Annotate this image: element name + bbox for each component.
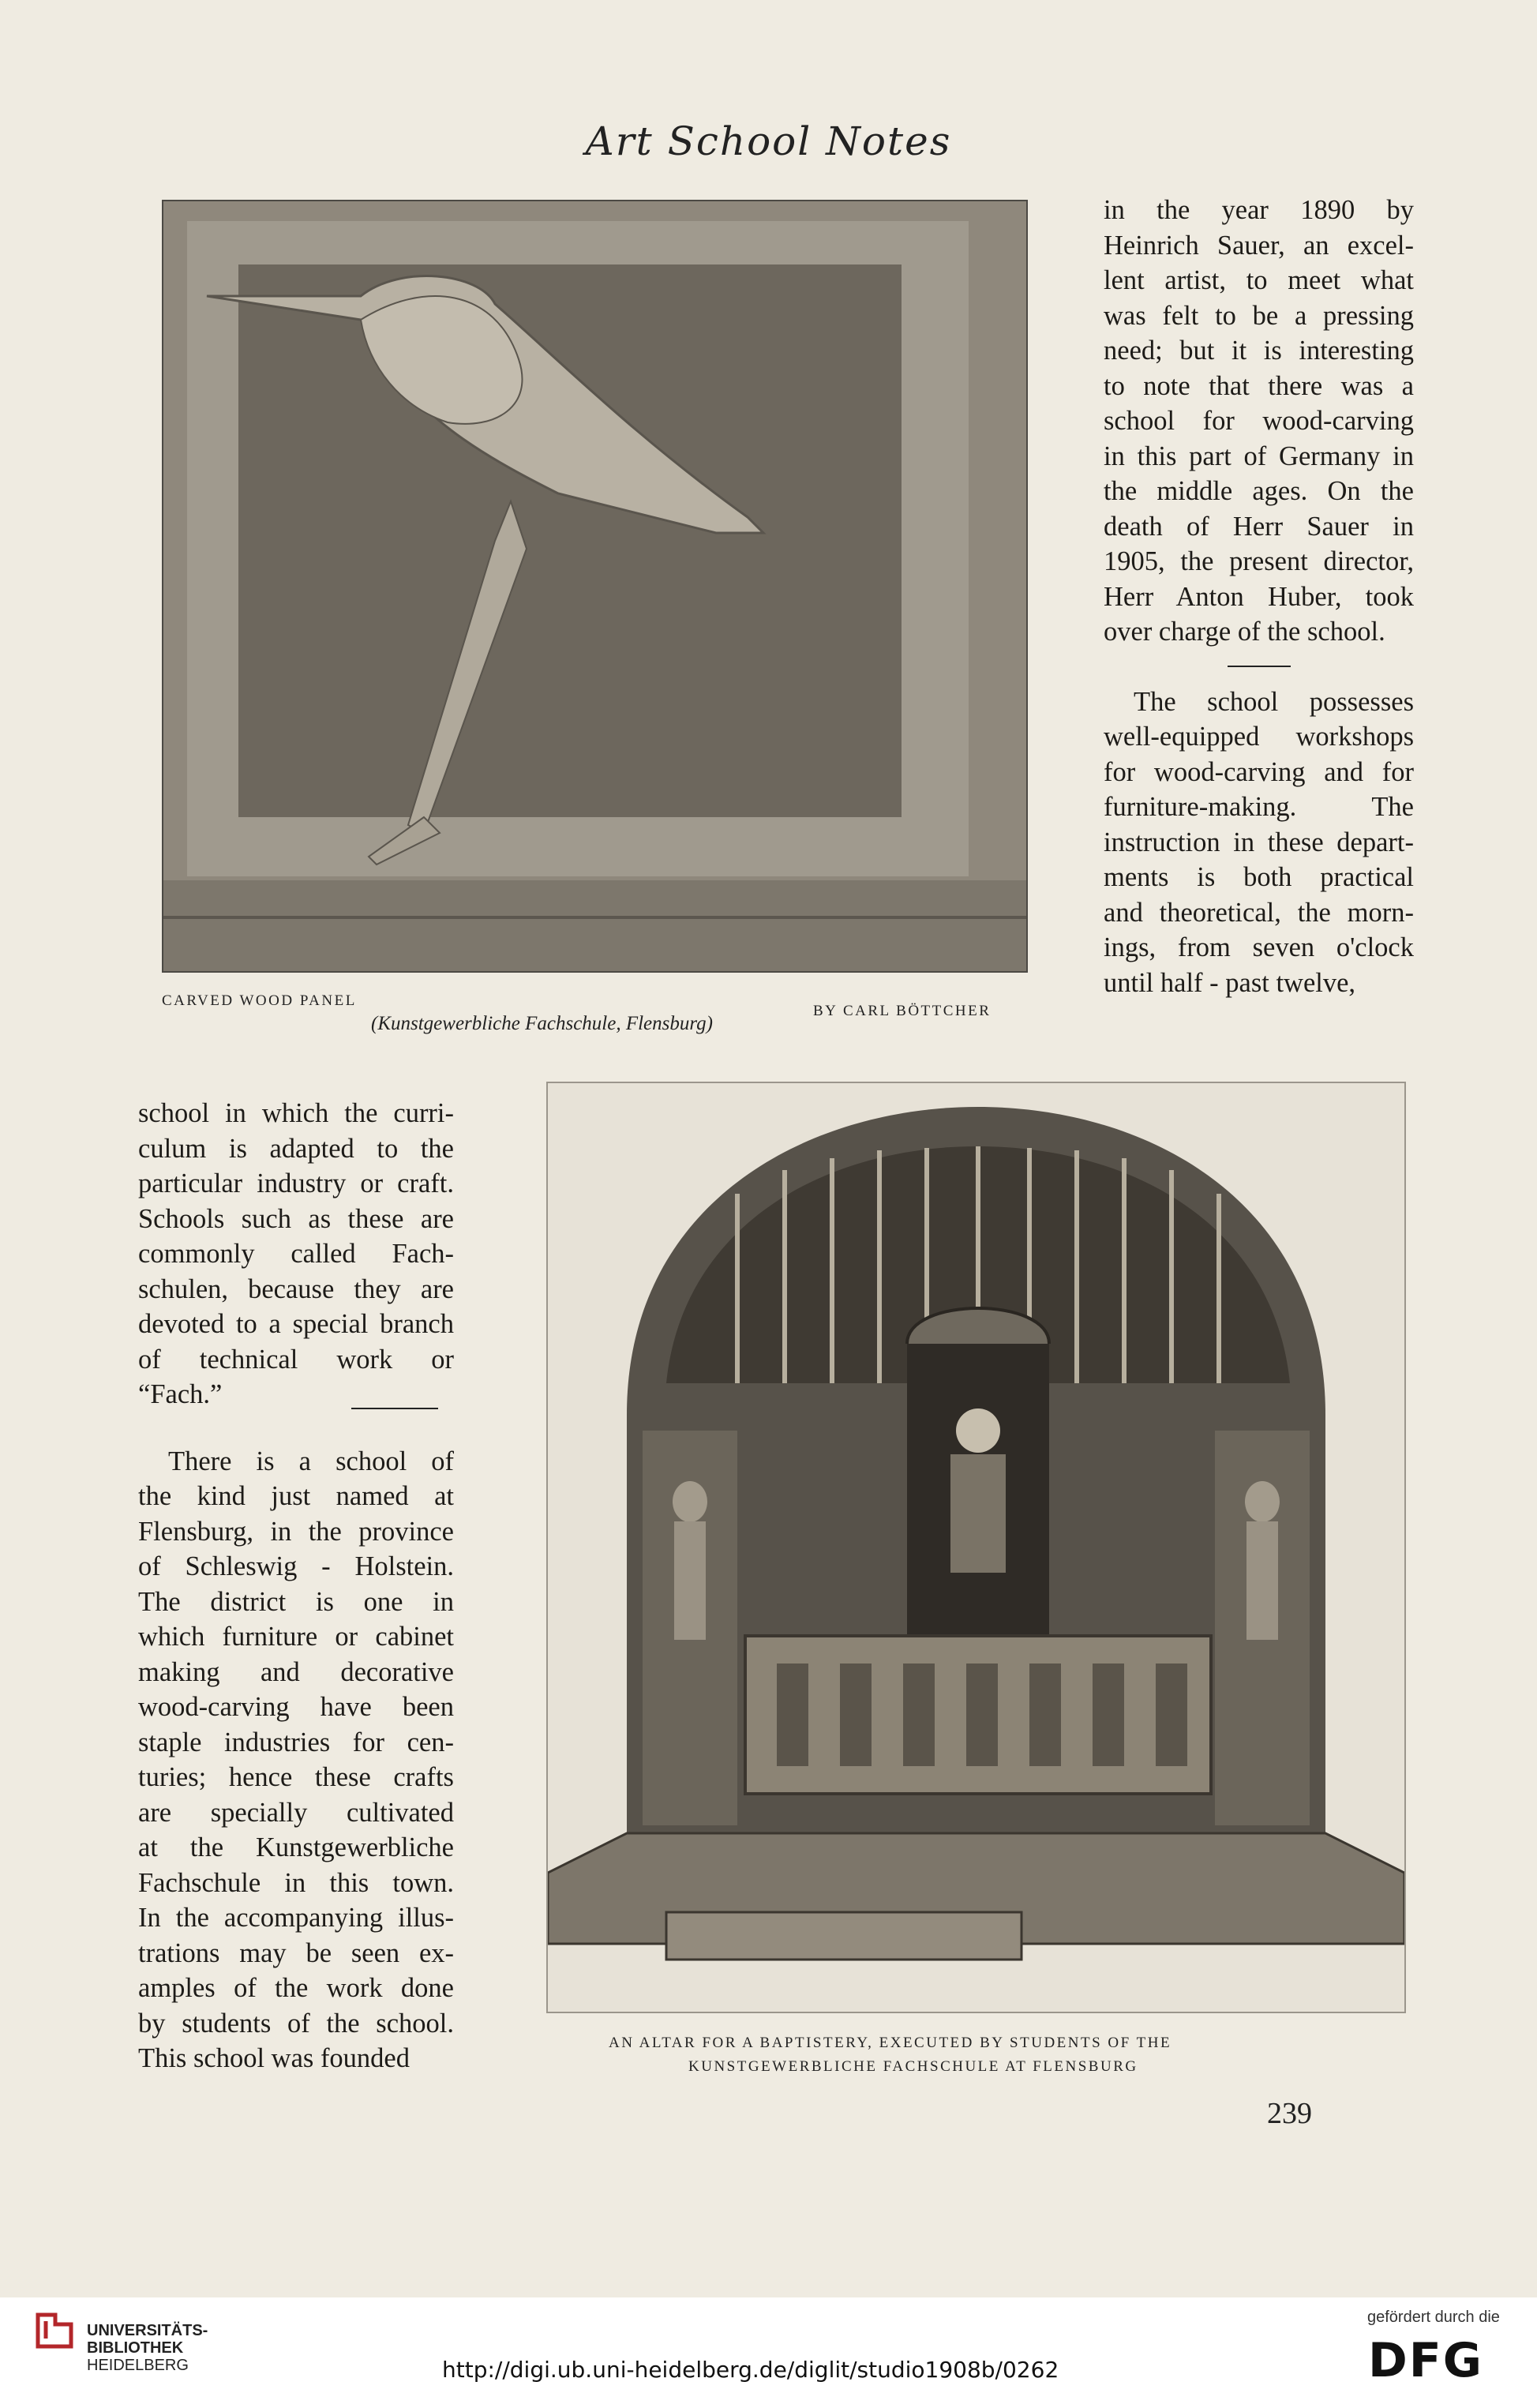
- right-col-p1-line: was felt to be a pressing: [1104, 300, 1414, 331]
- panel-caption-right: BY CARL BÖTTCHER: [813, 1003, 992, 1019]
- right-column-para-1: [1104, 193, 1414, 650]
- bird-relief-illustration: [163, 201, 1026, 971]
- library-name: [87, 2322, 208, 2374]
- left-col-p1-line: Schools such as these are: [138, 1203, 454, 1234]
- dfg-logo: DFG: [1368, 2333, 1484, 2388]
- library-name-line-1: UNIVERSITÄTS-: [87, 2322, 208, 2339]
- right-col-p1-line: school for wood-carving: [1104, 406, 1414, 436]
- altar-image: [546, 1082, 1406, 2013]
- library-name-line-2: BIBLIOTHEK: [87, 2339, 184, 2357]
- left-col-p2-line: at the Kunstgewerbliche: [138, 1832, 454, 1862]
- right-col-p2-line: and theoretical, the morn-: [1104, 897, 1414, 928]
- left-col-p1-line: “Fach.”: [138, 1379, 223, 1409]
- left-col-p2-line: by students of the school.: [138, 2008, 454, 2039]
- section-rule-left: [351, 1408, 438, 1409]
- left-col-p2-line: There is a school of: [168, 1446, 454, 1476]
- left-col-p1-line: schulen, because they are: [138, 1273, 454, 1304]
- source-url-link[interactable]: http://digi.ub.uni-heidelberg.de/diglit/studio1908b/0262: [442, 2357, 1059, 2383]
- right-col-p1-line: lent artist, to meet what: [1104, 265, 1414, 295]
- footer-bar: [0, 2297, 1537, 2408]
- carved-panel-image: [162, 200, 1028, 973]
- left-col-p2-line: of Schleswig - Holstein.: [138, 1551, 454, 1581]
- right-col-p1-line: death of Herr Sauer in: [1104, 511, 1414, 542]
- right-col-p2-line: instruction in these depart-: [1104, 827, 1414, 857]
- left-col-p2-line: This school was founded: [138, 2043, 410, 2073]
- library-name-line-3: HEIDELBERG: [87, 2357, 189, 2374]
- library-logo-icon: [32, 2305, 79, 2353]
- right-col-p1-line: Herr Anton Huber, took: [1104, 581, 1414, 612]
- right-col-p2-line: for wood-carving and for: [1104, 756, 1414, 787]
- right-col-p1-line: need; but it is interesting: [1104, 336, 1414, 366]
- left-col-p1-line: school in which the curri-: [138, 1098, 454, 1128]
- page-number: 239: [1267, 2097, 1312, 2130]
- right-col-p2-line: The school possesses: [1134, 686, 1414, 717]
- panel-caption-left: CARVED WOOD PANEL: [162, 992, 357, 1009]
- altar-caption-line-1: AN ALTAR FOR A BAPTISTERY, EXECUTED BY STUDENTS OF THE: [609, 2035, 1172, 2051]
- right-col-p1-line: the middle ages. On the: [1104, 476, 1414, 506]
- left-col-p2-line: the kind just named at: [138, 1481, 454, 1511]
- left-col-p1-line: of technical work or: [138, 1344, 454, 1375]
- left-col-p2-line: trations may be seen ex-: [138, 1937, 454, 1968]
- left-col-p1-line: devoted to a special branch: [138, 1309, 454, 1339]
- right-col-p1-line: in the year 1890 by: [1104, 195, 1414, 225]
- left-column-text: [138, 1096, 454, 2076]
- altar-illustration: [548, 1083, 1404, 2012]
- left-col-p2-line: turies; hence these crafts: [138, 1762, 454, 1792]
- right-col-p2-line: furniture-making. The: [1104, 792, 1414, 822]
- right-col-p1-line: Heinrich Sauer, an excel-: [1104, 230, 1414, 261]
- left-col-p1-line: culum is adapted to the: [138, 1133, 454, 1164]
- left-col-p1-line: commonly called Fach-: [138, 1239, 454, 1269]
- left-col-p2-line: Flensburg, in the province: [138, 1516, 454, 1547]
- left-col-p1-line: particular industry or craft.: [138, 1168, 454, 1198]
- left-col-p2-line: The district is one in: [138, 1586, 454, 1617]
- left-col-p2-line: wood-carving have been: [138, 1692, 454, 1722]
- left-col-p2-line: Fachschule in this town.: [138, 1867, 454, 1898]
- right-col-p2-line: well-equipped workshops: [1104, 722, 1414, 752]
- right-col-p2-line: ments is both practical: [1104, 862, 1414, 892]
- section-rule: [1228, 666, 1291, 667]
- right-col-p1-line: to note that there was a: [1104, 370, 1414, 401]
- right-column-text: [1104, 193, 1414, 1000]
- left-column-para-2: [138, 1444, 454, 2076]
- left-col-p2-line: making and decorative: [138, 1656, 454, 1687]
- right-col-p1-line: 1905, the present director,: [1104, 546, 1414, 576]
- right-column-para-2: [1104, 685, 1414, 1001]
- right-col-p2-line: until half - past twelve,: [1104, 967, 1356, 998]
- right-col-p2-line: ings, from seven o'clock: [1104, 932, 1414, 962]
- panel-caption-sub: (Kunstgewerbliche Fachschule, Flensburg): [371, 1013, 714, 1034]
- right-col-p1-line: over charge of the school.: [1104, 617, 1385, 647]
- left-col-p2-line: are specially cultivated: [138, 1797, 454, 1828]
- right-col-p1-line: in this part of Germany in: [1104, 441, 1414, 471]
- left-col-p2-line: staple industries for cen-: [138, 1727, 454, 1757]
- left-col-p2-line: In the accompanying illus-: [138, 1903, 454, 1933]
- altar-caption-line-2: KUNSTGEWERBLICHE FACHSCHULE AT FLENSBURG: [688, 2058, 1138, 2075]
- running-head: Art School Notes: [585, 118, 952, 164]
- left-col-p2-line: amples of the work done: [138, 1973, 454, 2003]
- funder-note: gefördert durch die: [1367, 2309, 1500, 2326]
- left-col-p2-line: which furniture or cabinet: [138, 1622, 454, 1652]
- left-column-para-1: [138, 1096, 454, 1412]
